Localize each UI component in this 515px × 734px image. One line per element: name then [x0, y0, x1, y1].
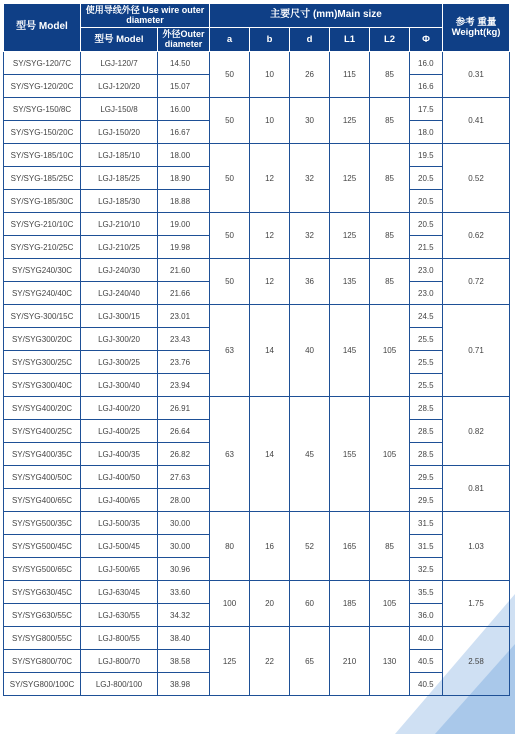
outer-diameter-cell: 19.00	[158, 213, 210, 236]
weight-cell: 2.58	[443, 627, 510, 696]
size-l2-cell: 85	[370, 259, 410, 305]
phi-cell: 25.5	[410, 374, 443, 397]
model-cell: SY/SYG-185/10C	[4, 144, 81, 167]
weight-cell: 0.71	[443, 305, 510, 397]
weight-cell: 1.75	[443, 581, 510, 627]
phi-cell: 16.6	[410, 75, 443, 98]
outer-diameter-cell: 30.96	[158, 558, 210, 581]
phi-cell: 16.0	[410, 52, 443, 75]
phi-cell: 25.5	[410, 328, 443, 351]
table-row	[4, 305, 510, 328]
model-cell: SY/SYG500/35C	[4, 512, 81, 535]
size-d-cell: 45	[290, 397, 330, 512]
size-d-cell: 40	[290, 305, 330, 397]
model-cell: SY/SYG400/35C	[4, 443, 81, 466]
wire-model-cell: LGJ-800/55	[81, 627, 158, 650]
model-cell: SY/SYG300/20C	[4, 328, 81, 351]
phi-cell: 28.5	[410, 420, 443, 443]
wire-model-cell: LGJ-630/55	[81, 604, 158, 627]
outer-diameter-cell: 18.90	[158, 167, 210, 190]
size-d-cell: 32	[290, 213, 330, 259]
wire-model-cell: LGJ-300/40	[81, 374, 158, 397]
header-main-size: 主要尺寸 (mm)Main size	[210, 4, 443, 28]
model-cell: SY/SYG-210/10C	[4, 213, 81, 236]
outer-diameter-cell: 21.60	[158, 259, 210, 282]
wire-model-cell: LGJ-400/20	[81, 397, 158, 420]
wire-model-cell: LGJ-800/100	[81, 673, 158, 696]
table-row	[4, 397, 510, 420]
size-l1-cell: 155	[330, 397, 370, 512]
size-l2-cell: 85	[370, 98, 410, 144]
wire-model-cell: LGJ-300/25	[81, 351, 158, 374]
phi-cell: 32.5	[410, 558, 443, 581]
size-l1-cell: 125	[330, 98, 370, 144]
phi-cell: 24.5	[410, 305, 443, 328]
specification-table	[3, 3, 510, 696]
size-d-cell: 60	[290, 581, 330, 627]
size-a-cell: 50	[210, 52, 250, 98]
wire-model-cell: LGJ-120/7	[81, 52, 158, 75]
size-a-cell: 50	[210, 259, 250, 305]
model-cell: SY/SYG-150/8C	[4, 98, 81, 121]
header-col-d: d	[290, 28, 330, 52]
phi-cell: 40.5	[410, 650, 443, 673]
size-l1-cell: 135	[330, 259, 370, 305]
header-col-l2: L2	[370, 28, 410, 52]
model-cell: SY/SYG630/55C	[4, 604, 81, 627]
wire-model-cell: LGJ-185/25	[81, 167, 158, 190]
phi-cell: 40.0	[410, 627, 443, 650]
outer-diameter-cell: 38.98	[158, 673, 210, 696]
model-cell: SY/SYG400/20C	[4, 397, 81, 420]
phi-cell: 29.5	[410, 489, 443, 512]
size-b-cell: 12	[250, 213, 290, 259]
model-cell: SY/SYG-300/15C	[4, 305, 81, 328]
size-b-cell: 12	[250, 144, 290, 213]
phi-cell: 20.5	[410, 213, 443, 236]
outer-diameter-cell: 23.76	[158, 351, 210, 374]
wire-model-cell: LGJ-400/35	[81, 443, 158, 466]
outer-diameter-cell: 16.67	[158, 121, 210, 144]
wire-model-cell: LGJ-500/45	[81, 535, 158, 558]
size-d-cell: 26	[290, 52, 330, 98]
weight-cell: 1.03	[443, 512, 510, 581]
wire-model-cell: LGJ-150/20	[81, 121, 158, 144]
model-cell: SY/SYG-120/20C	[4, 75, 81, 98]
size-b-cell: 12	[250, 259, 290, 305]
model-cell: SY/SYG630/45C	[4, 581, 81, 604]
wire-model-cell: LGJ-150/8	[81, 98, 158, 121]
outer-diameter-cell: 23.94	[158, 374, 210, 397]
size-b-cell: 14	[250, 397, 290, 512]
wire-model-cell: LGJ-800/70	[81, 650, 158, 673]
header-model: 型号 Model	[4, 4, 81, 52]
outer-diameter-cell: 38.40	[158, 627, 210, 650]
phi-cell: 29.5	[410, 466, 443, 489]
wire-model-cell: LGJ-120/20	[81, 75, 158, 98]
phi-cell: 20.5	[410, 167, 443, 190]
size-l1-cell: 165	[330, 512, 370, 581]
size-d-cell: 52	[290, 512, 330, 581]
phi-cell: 25.5	[410, 351, 443, 374]
table-row	[4, 52, 510, 75]
size-l1-cell: 125	[330, 144, 370, 213]
phi-cell: 36.0	[410, 604, 443, 627]
outer-diameter-cell: 30.00	[158, 535, 210, 558]
outer-diameter-cell: 33.60	[158, 581, 210, 604]
model-cell: SY/SYG400/50C	[4, 466, 81, 489]
table-row	[4, 213, 510, 236]
phi-cell: 20.5	[410, 190, 443, 213]
model-cell: SY/SYG800/55C	[4, 627, 81, 650]
size-a-cell: 50	[210, 98, 250, 144]
size-l1-cell: 210	[330, 627, 370, 696]
model-cell: SY/SYG400/65C	[4, 489, 81, 512]
weight-cell: 0.82	[443, 397, 510, 466]
weight-cell: 0.31	[443, 52, 510, 98]
model-cell: SY/SYG800/70C	[4, 650, 81, 673]
model-cell: SY/SYG-150/20C	[4, 121, 81, 144]
table-header	[4, 4, 510, 52]
phi-cell: 28.5	[410, 397, 443, 420]
size-l2-cell: 85	[370, 512, 410, 581]
outer-diameter-cell: 34.32	[158, 604, 210, 627]
wire-model-cell: LGJ-240/40	[81, 282, 158, 305]
weight-cell: 0.72	[443, 259, 510, 305]
phi-cell: 21.5	[410, 236, 443, 259]
outer-diameter-cell: 16.00	[158, 98, 210, 121]
model-cell: SY/SYG500/45C	[4, 535, 81, 558]
outer-diameter-cell: 26.64	[158, 420, 210, 443]
header-col-a: a	[210, 28, 250, 52]
outer-diameter-cell: 18.00	[158, 144, 210, 167]
table-row	[4, 512, 510, 535]
weight-cell: 0.81	[443, 466, 510, 512]
size-l2-cell: 105	[370, 305, 410, 397]
model-cell: SY/SYG800/100C	[4, 673, 81, 696]
size-a-cell: 63	[210, 305, 250, 397]
table-row	[4, 98, 510, 121]
table-row	[4, 627, 510, 650]
size-a-cell: 50	[210, 213, 250, 259]
outer-diameter-cell: 27.63	[158, 466, 210, 489]
header-outer-diameter: 外径Outer diameter	[158, 28, 210, 52]
weight-cell: 0.52	[443, 144, 510, 213]
table-row	[4, 581, 510, 604]
model-cell: SY/SYG240/30C	[4, 259, 81, 282]
size-d-cell: 36	[290, 259, 330, 305]
size-b-cell: 16	[250, 512, 290, 581]
wire-model-cell: LGJ-210/10	[81, 213, 158, 236]
outer-diameter-cell: 30.00	[158, 512, 210, 535]
outer-diameter-cell: 28.00	[158, 489, 210, 512]
outer-diameter-cell: 14.50	[158, 52, 210, 75]
wire-model-cell: LGJ-185/10	[81, 144, 158, 167]
phi-cell: 17.5	[410, 98, 443, 121]
outer-diameter-cell: 23.01	[158, 305, 210, 328]
model-cell: SY/SYG300/40C	[4, 374, 81, 397]
wire-model-cell: LGJ-400/50	[81, 466, 158, 489]
weight-cell: 0.41	[443, 98, 510, 144]
outer-diameter-cell: 21.66	[158, 282, 210, 305]
size-l1-cell: 115	[330, 52, 370, 98]
size-a-cell: 63	[210, 397, 250, 512]
wire-model-cell: LGJ-630/45	[81, 581, 158, 604]
size-a-cell: 50	[210, 144, 250, 213]
size-b-cell: 22	[250, 627, 290, 696]
outer-diameter-cell: 26.82	[158, 443, 210, 466]
size-d-cell: 32	[290, 144, 330, 213]
phi-cell: 31.5	[410, 535, 443, 558]
size-l2-cell: 105	[370, 581, 410, 627]
table-row	[4, 144, 510, 167]
table-row	[4, 259, 510, 282]
phi-cell: 18.0	[410, 121, 443, 144]
size-a-cell: 100	[210, 581, 250, 627]
weight-cell: 0.62	[443, 213, 510, 259]
outer-diameter-cell: 18.88	[158, 190, 210, 213]
outer-diameter-cell: 38.58	[158, 650, 210, 673]
size-a-cell: 125	[210, 627, 250, 696]
size-l2-cell: 85	[370, 213, 410, 259]
wire-model-cell: LGJ-300/15	[81, 305, 158, 328]
size-l1-cell: 185	[330, 581, 370, 627]
header-col-l1: L1	[330, 28, 370, 52]
size-b-cell: 20	[250, 581, 290, 627]
header-col-phi: Φ	[410, 28, 443, 52]
wire-model-cell: LGJ-240/30	[81, 259, 158, 282]
size-b-cell: 14	[250, 305, 290, 397]
table-body	[4, 52, 510, 696]
size-l2-cell: 105	[370, 397, 410, 512]
size-b-cell: 10	[250, 98, 290, 144]
outer-diameter-cell: 19.98	[158, 236, 210, 259]
outer-diameter-cell: 23.43	[158, 328, 210, 351]
phi-cell: 31.5	[410, 512, 443, 535]
model-cell: SY/SYG400/25C	[4, 420, 81, 443]
size-l2-cell: 85	[370, 52, 410, 98]
model-cell: SY/SYG-210/25C	[4, 236, 81, 259]
size-d-cell: 65	[290, 627, 330, 696]
model-cell: SY/SYG300/25C	[4, 351, 81, 374]
outer-diameter-cell: 15.07	[158, 75, 210, 98]
model-cell: SY/SYG-185/30C	[4, 190, 81, 213]
model-cell: SY/SYG-120/7C	[4, 52, 81, 75]
size-l2-cell: 85	[370, 144, 410, 213]
header-col-b: b	[250, 28, 290, 52]
phi-cell: 23.0	[410, 282, 443, 305]
header-wire-model: 型号 Model	[81, 28, 158, 52]
phi-cell: 19.5	[410, 144, 443, 167]
size-l1-cell: 125	[330, 213, 370, 259]
wire-model-cell: LGJ-500/35	[81, 512, 158, 535]
model-cell: SY/SYG240/40C	[4, 282, 81, 305]
size-l1-cell: 145	[330, 305, 370, 397]
phi-cell: 35.5	[410, 581, 443, 604]
header-weight: 参考 重量 Weight(kg)	[443, 4, 510, 52]
wire-model-cell: LGJ-300/20	[81, 328, 158, 351]
wire-model-cell: LGJ-500/65	[81, 558, 158, 581]
size-d-cell: 30	[290, 98, 330, 144]
phi-cell: 23.0	[410, 259, 443, 282]
model-cell: SY/SYG-185/25C	[4, 167, 81, 190]
wire-model-cell: LGJ-400/25	[81, 420, 158, 443]
wire-model-cell: LGJ-400/65	[81, 489, 158, 512]
size-a-cell: 80	[210, 512, 250, 581]
wire-model-cell: LGJ-210/25	[81, 236, 158, 259]
outer-diameter-cell: 26.91	[158, 397, 210, 420]
phi-cell: 40.5	[410, 673, 443, 696]
size-l2-cell: 130	[370, 627, 410, 696]
wire-model-cell: LGJ-185/30	[81, 190, 158, 213]
model-cell: SY/SYG500/65C	[4, 558, 81, 581]
header-wire-diameter: 使用导线外径 Use wire outer diameter	[81, 4, 210, 28]
size-b-cell: 10	[250, 52, 290, 98]
phi-cell: 28.5	[410, 443, 443, 466]
